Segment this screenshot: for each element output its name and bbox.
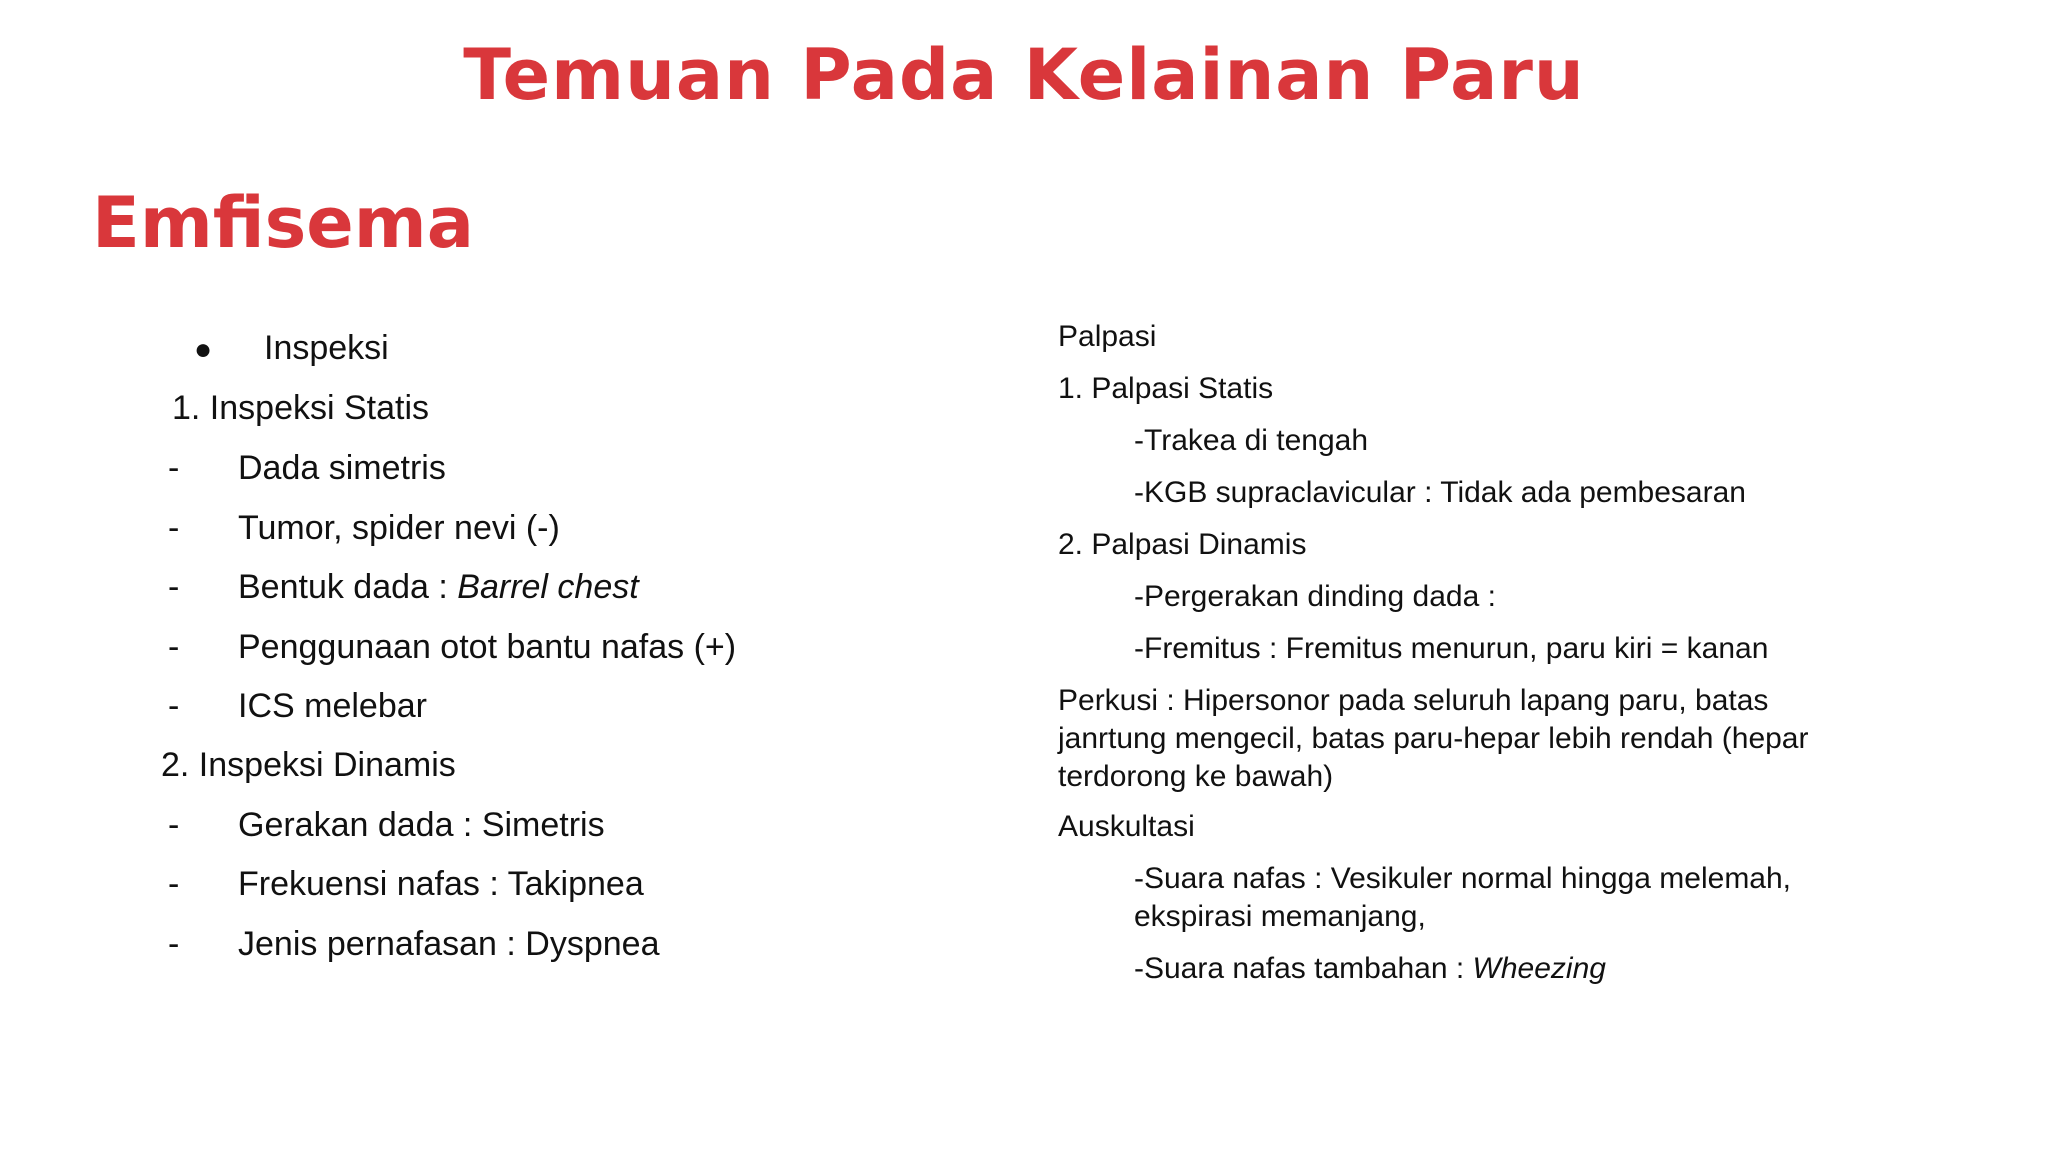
dash-marker: - — [168, 628, 180, 666]
list-item: Tumor, spider nevi (-) — [238, 509, 560, 547]
palpasi-statis-heading: 1. Palpasi Statis — [1058, 372, 1274, 405]
dash-marker: - — [168, 568, 180, 606]
list-item: -Fremitus : Fremitus menurun, paru kiri = kanan — [1134, 632, 1769, 665]
inspeksi-statis-heading: 1. Inspeksi Statis — [172, 389, 430, 427]
palpasi-dinamis-heading: 2. Palpasi Dinamis — [1058, 528, 1307, 561]
list-item: Dada simetris — [238, 449, 446, 487]
list-item: Jenis pernafasan : Dyspnea — [238, 925, 660, 963]
inspeksi-dinamis-heading: 2. Inspeksi Dinamis — [161, 746, 456, 784]
dash-marker: - — [168, 865, 180, 903]
bullet-icon: ● — [194, 333, 213, 366]
dash-marker: - — [168, 449, 180, 487]
dash-marker: - — [168, 509, 180, 547]
list-item: -KGB supraclavicular : Tidak ada pembesaran — [1134, 476, 1746, 509]
dash-marker: - — [168, 925, 180, 963]
section-title: Emfisema — [92, 182, 474, 264]
list-item: -Trakea di tengah — [1134, 424, 1369, 457]
dash-marker: - — [168, 806, 180, 844]
slide-title: Temuan Pada Kelainan Paru — [463, 34, 1585, 116]
list-item: Bentuk dada : Barrel chest — [238, 568, 639, 606]
list-item: -Pergerakan dinding dada : — [1134, 580, 1496, 613]
auskultasi-heading: Auskultasi — [1058, 810, 1195, 843]
list-item: Penggunaan otot bantu nafas (+) — [238, 628, 737, 666]
list-item: ICS melebar — [238, 687, 427, 725]
perkusi-paragraph: Perkusi : Hipersonor pada seluruh lapang paru, batas janrtung mengecil, batas paru-hepar lebih rendah (hepar terdorong ke bawah) — [1058, 684, 1809, 793]
palpasi-heading: Palpasi — [1058, 320, 1157, 353]
inspeksi-label: Inspeksi — [264, 329, 389, 367]
list-item: Gerakan dada : Simetris — [238, 806, 605, 844]
list-item: -Suara nafas : Vesikuler normal hingga melemah, ekspirasi memanjang, — [1134, 862, 1792, 933]
dash-marker: - — [168, 687, 180, 725]
list-item: -Suara nafas tambahan : Wheezing — [1134, 952, 1606, 985]
list-item: Frekuensi nafas : Takipnea — [238, 865, 644, 903]
